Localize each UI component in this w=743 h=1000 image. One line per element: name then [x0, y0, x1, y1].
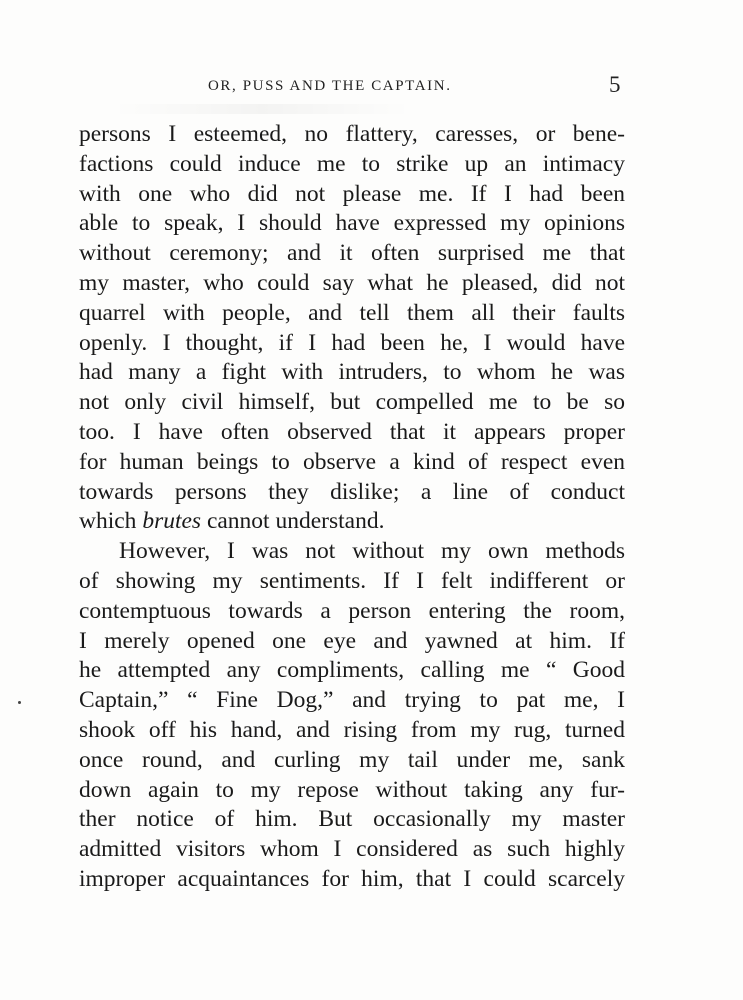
running-title: OR, PUSS AND THE CAPTAIN.: [208, 78, 452, 94]
text-line: had many a fight with intruders, to whom he was: [79, 359, 625, 386]
text-line: shook off his hand, and rising from my rug, turned: [79, 716, 625, 743]
text-line: towards persons they dislike; a line of conduct: [79, 478, 625, 505]
text-line: once round, and curling my tail under me, sank: [79, 746, 625, 773]
text-line: ther notice of him. But occasionally my master: [79, 806, 625, 833]
line-end: cannot understand.: [201, 508, 385, 535]
page-number: 5: [609, 72, 621, 97]
text-line: able to speak, I should have expressed my opinions: [79, 210, 625, 237]
text-line: admitted visitors whom I considered as such highly: [79, 836, 625, 863]
text-line: without ceremony; and it often surprised me that: [79, 240, 625, 267]
text-line: too. I have often observed that it appears proper: [79, 418, 625, 445]
line-start: which: [79, 508, 143, 535]
text-line: contemptuous towards a person entering the room,: [79, 597, 625, 624]
page-smudge: [112, 104, 412, 114]
text-line: my master, who could say what he pleased, did not: [79, 269, 625, 296]
text-line: Captain,” “ Fine Dog,” and trying to pat me, I: [79, 687, 625, 714]
margin-speck: [18, 701, 21, 704]
text-line: with one who did not please me. If I had been: [79, 180, 625, 207]
text-line: for human beings to observe a kind of respect even: [79, 448, 625, 475]
text-line: down again to my repose without taking any fur-: [79, 776, 625, 803]
body-text: [79, 120, 625, 895]
paragraph-end-line: [79, 507, 625, 537]
italic-word: brutes: [142, 508, 202, 535]
text-line: openly. I thought, if I had been he, I would have: [79, 329, 625, 356]
text-line: quarrel with people, and tell them all their faults: [79, 299, 625, 326]
text-line: I merely opened one eye and yawned at him. If: [79, 627, 625, 654]
paragraph-start-line: However, I was not without my own methods: [119, 538, 625, 565]
text-line: he attempted any compliments, calling me “ Good: [79, 657, 625, 684]
text-line: of showing my sentiments. If I felt indifferent or: [79, 567, 625, 594]
text-line: improper acquaintances for him, that I could scarcely: [79, 865, 625, 892]
text-line: persons I esteemed, no flattery, caresses, or bene-: [79, 121, 625, 147]
text-line: not only civil himself, but compelled me to be so: [79, 389, 625, 416]
text-line: factions could induce me to strike up an intimacy: [79, 150, 625, 177]
running-header: [0, 72, 743, 100]
